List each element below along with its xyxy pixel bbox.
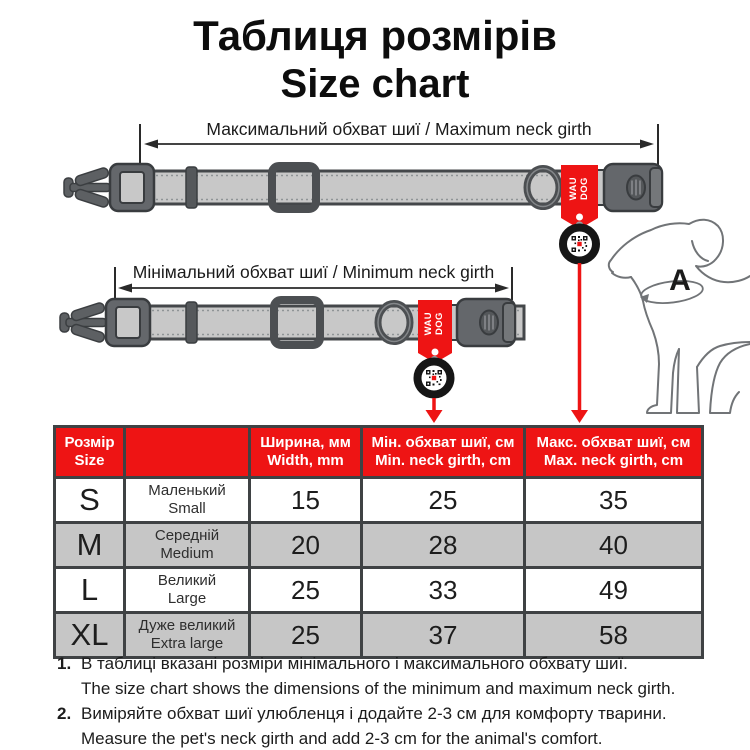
brand-word-dog: DOG xyxy=(434,312,445,335)
width-cell: 25 xyxy=(250,568,362,613)
collar-min xyxy=(60,299,524,395)
header-max-girth: Макс. обхват шиї, см Max. neck girth, cm xyxy=(525,427,703,478)
min-girth-label: Мінімальний обхват шиї / Minimum neck girth xyxy=(132,262,495,282)
max-girth-cell: 49 xyxy=(525,568,703,613)
footnotes xyxy=(57,651,717,750)
width-cell: 15 xyxy=(250,478,362,523)
min-girth-cell: 33 xyxy=(362,568,525,613)
note-2 xyxy=(57,701,717,750)
min-pointer-arrow xyxy=(426,398,443,423)
header-min-girth: Мін. обхват шиї, см Min. neck girth, cm xyxy=(362,427,525,478)
collar-diagram xyxy=(0,110,750,425)
qr-pendant-min xyxy=(418,362,451,395)
name-cell: Середній Medium xyxy=(125,523,250,568)
max-girth-cell: 35 xyxy=(525,478,703,523)
name-cell: Великий Large xyxy=(125,568,250,613)
header-width: Ширина, мм Width, mm xyxy=(250,427,362,478)
table-row-m xyxy=(55,523,703,568)
size-cell: M xyxy=(55,523,125,568)
max-girth-cell: 58 xyxy=(525,613,703,658)
note-text-ua: В таблиці вказані розміри мінімального і максимального обхвату шиї. xyxy=(81,654,628,673)
max-girth-label: Максимальний обхват шиї / Maximum neck girth xyxy=(206,119,592,139)
dog-illustration xyxy=(609,220,750,413)
qr-pendant-max xyxy=(563,228,596,261)
min-girth-cell: 28 xyxy=(362,523,525,568)
min-girth-cell: 37 xyxy=(362,613,525,658)
note-text-ua: Виміряйте обхват шиї улюбленця і додайте 2-3 см для комфорту тварини. xyxy=(81,704,667,723)
brand-tag-shape-max xyxy=(561,165,598,229)
min-girth-cell: 25 xyxy=(362,478,525,523)
size-table xyxy=(53,425,704,659)
brand-word-wau: WAU xyxy=(423,311,435,336)
note-text-en: Measure the pet's neck girth and add 2-3 cm for the animal's comfort. xyxy=(81,729,603,748)
width-cell: 20 xyxy=(250,523,362,568)
name-cell: Маленький Small xyxy=(125,478,250,523)
max-measure-arrow xyxy=(140,124,658,167)
brand-tag-shape-min xyxy=(418,300,452,363)
max-pointer-arrow xyxy=(571,263,588,423)
brand-word-wau: WAU xyxy=(567,176,579,201)
width-cell: 25 xyxy=(250,613,362,658)
brand-word-dog: DOG xyxy=(578,177,590,200)
size-cell: L xyxy=(55,568,125,613)
size-cell: XL xyxy=(55,613,125,658)
min-measure-arrow xyxy=(115,267,512,300)
note-number: 2. xyxy=(57,704,72,723)
note-number: 1. xyxy=(57,654,72,673)
size-table-header xyxy=(55,427,703,478)
page-title-en: Size chart xyxy=(280,62,470,106)
name-cell: Дуже великий Extra large xyxy=(125,613,250,658)
table-row-s xyxy=(55,478,703,523)
note-1 xyxy=(57,651,717,701)
neck-girth-marker: A xyxy=(669,264,691,297)
note-text-en: The size chart shows the dimensions of the minimum and maximum neck girth. xyxy=(81,679,676,698)
max-girth-cell: 40 xyxy=(525,523,703,568)
header-name xyxy=(125,427,250,478)
table-row-l xyxy=(55,568,703,613)
header-size: Розмір Size xyxy=(55,427,125,478)
page-title-ua: Таблиця розмірів xyxy=(193,12,557,59)
collar-max xyxy=(64,164,662,261)
size-cell: S xyxy=(55,478,125,523)
